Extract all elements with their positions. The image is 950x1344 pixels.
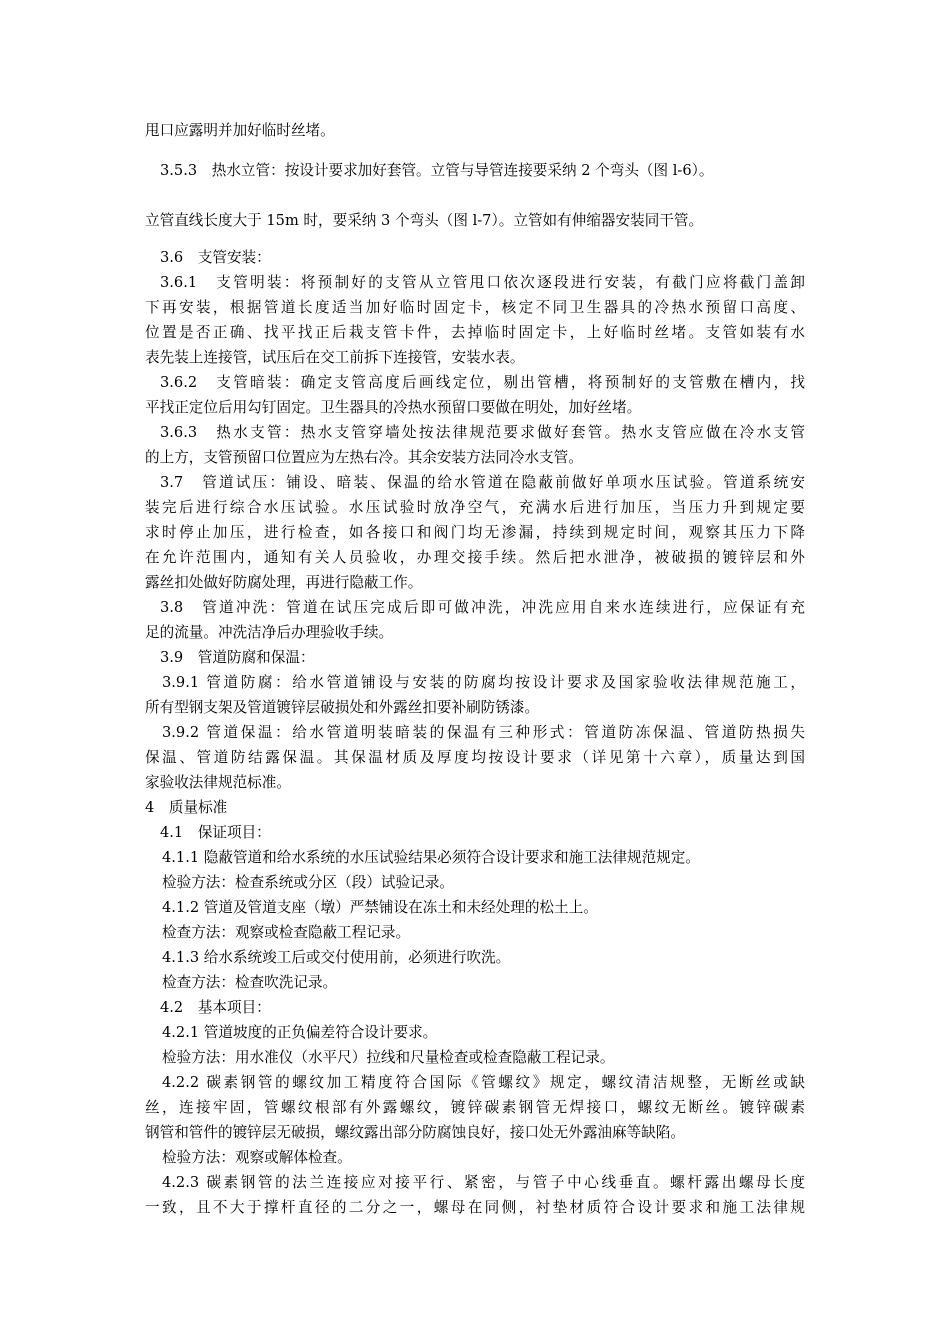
text-line: 3.9.1 管道防腐：给水管道铺设与安装的防腐均按设计要求及国家验收法律规范施工， <box>162 674 805 691</box>
text-line: 保温、管道防结露保温。其保温材质及厚度均按设计要求（详见第十六章），质量达到国 <box>145 749 805 766</box>
text-line: 丝，连接牢固，管螺纹根部有外露螺纹，镀锌碳素钢管无焊接口，螺纹无断丝。镀锌碳素 <box>145 1099 805 1116</box>
section-heading: 3.6 支管安装： <box>160 249 271 266</box>
text-line: 甩口应露明并加好临时丝堵。 <box>145 122 335 139</box>
text-line: 3.5.3 热水立管：按设计要求加好套管。立管与导管连接要采纳 2 个弯头（图 l-6）。 <box>160 162 714 179</box>
text-line: 4.2.1 管道坡度的正负偏差符合设计要求。 <box>162 1024 438 1041</box>
text-line: 家验收法律规范标准。 <box>145 774 291 791</box>
text-line: 位置是否正确、找平找正后栽支管卡件，去掉临时固定卡，上好临时丝堵。支管如装有水 <box>145 324 805 341</box>
text-line: 钢管和管件的镀锌层无破损，螺纹露出部分防腐蚀良好，接口处无外露油麻等缺陷。 <box>145 1124 685 1141</box>
text-line: 4.2.3 碳素钢管的法兰连接应对接平行、紧密，与管子中心线垂直。螺杆露出螺母长度 <box>162 1174 805 1191</box>
text-line: 检查方法：检查吹洗记录。 <box>162 974 338 991</box>
text-line: 装完后进行综合水压试验。水压试验时放净空气，充满水后进行加压，当压力升到规定要 <box>145 499 805 516</box>
text-line: 检查方法：观察或检查隐蔽工程记录。 <box>162 924 411 941</box>
text-line: 3.6.3 热水支管：热水支管穿墙处按法律规范要求做好套管。热水支管应做在冷水支管 <box>160 424 805 441</box>
section-heading: 4.2 基本项目： <box>160 999 271 1016</box>
chapter-heading: 4 质量标准 <box>145 799 228 816</box>
text-line: 露丝扣处做好防腐处理，再进行隐蔽工作。 <box>145 574 423 591</box>
text-line: 4.1.1 隐蔽管道和给水系统的水压试验结果必须符合设计要求和施工法律规范规定。 <box>162 849 700 866</box>
text-line: 4.2.2 碳素钢管的螺纹加工精度符合国际《管螺纹》规定，螺纹清洁规整，无断丝或缺 <box>162 1074 805 1091</box>
text-line: 平找正定位后用勾钉固定。卫生器具的冷热水预留口要做在明处，加好丝堵。 <box>145 399 642 416</box>
text-line: 在允许范围内，通知有关人员验收，办理交接手续。然后把水泄净，被破损的镀锌层和外 <box>145 549 805 566</box>
text-line: 检验方法：用水准仪（水平尺）拉线和尺量检查或检查隐蔽工程记录。 <box>162 1049 615 1066</box>
text-line: 所有型钢支架及管道镀锌层破损处和外露丝扣要补刷防锈漆。 <box>145 699 540 716</box>
text-line: 表先装上连接管，试压后在交工前拆下连接管，安装水表。 <box>145 349 525 366</box>
text-line: 立管直线长度大于 15m 时，要采纳 3 个弯头（图 l-7）。立管如有伸缩器安装同干管。 <box>145 212 704 229</box>
text-line: 4.1.3 给水系统竣工后或交付使用前，必须进行吹洗。 <box>162 949 511 966</box>
section-heading: 3.9 管道防腐和保温： <box>160 649 315 666</box>
text-line: 3.8 管道冲洗：管道在试压完成后即可做冲洗，冲洗应用自来水连续进行，应保证有充 <box>160 599 805 616</box>
text-line: 求时停止加压，进行检查，如各接口和阀门均无渗漏，持续到规定时间，观察其压力下降 <box>145 524 805 541</box>
text-line: 一致，且不大于撑杆直径的二分之一，螺母在同侧，衬垫材质符合设计要求和施工法律规 <box>145 1199 805 1216</box>
text-line: 3.9.2 管道保温：给水管道明装暗装的保温有三种形式：管道防冻保温、管道防热损失 <box>162 724 805 741</box>
text-line: 4.1.2 管道及管道支座（墩）严禁铺设在冻土和未经处理的松土上。 <box>162 899 598 916</box>
text-line: 足的流量。冲洗洁净后办理验收手续。 <box>145 624 394 641</box>
text-line: 3.6.1 支管明装：将预制好的支管从立管甩口依次逐段进行安装，有截门应将截门盖卸 <box>160 274 805 291</box>
text-line: 检验方法：检查系统或分区（段）试验记录。 <box>162 874 454 891</box>
text-line: 检验方法：观察或解体检查。 <box>162 1149 352 1166</box>
text-line: 3.7 管道试压：铺设、暗装、保温的给水管道在隐蔽前做好单项水压试验。管道系统安 <box>160 474 805 491</box>
text-line: 下再安装，根据管道长度适当加好临时固定卡，核定不同卫生器具的冷热水预留口高度、 <box>145 299 805 316</box>
text-line: 的上方，支管预留口位置应为左热右冷。其余安装方法同冷水支管。 <box>145 449 583 466</box>
section-heading: 4.1 保证项目： <box>160 824 271 841</box>
text-line: 3.6.2 支管暗装：确定支管高度后画线定位，剔出管槽，将预制好的支管敷在槽内，找 <box>160 374 805 391</box>
